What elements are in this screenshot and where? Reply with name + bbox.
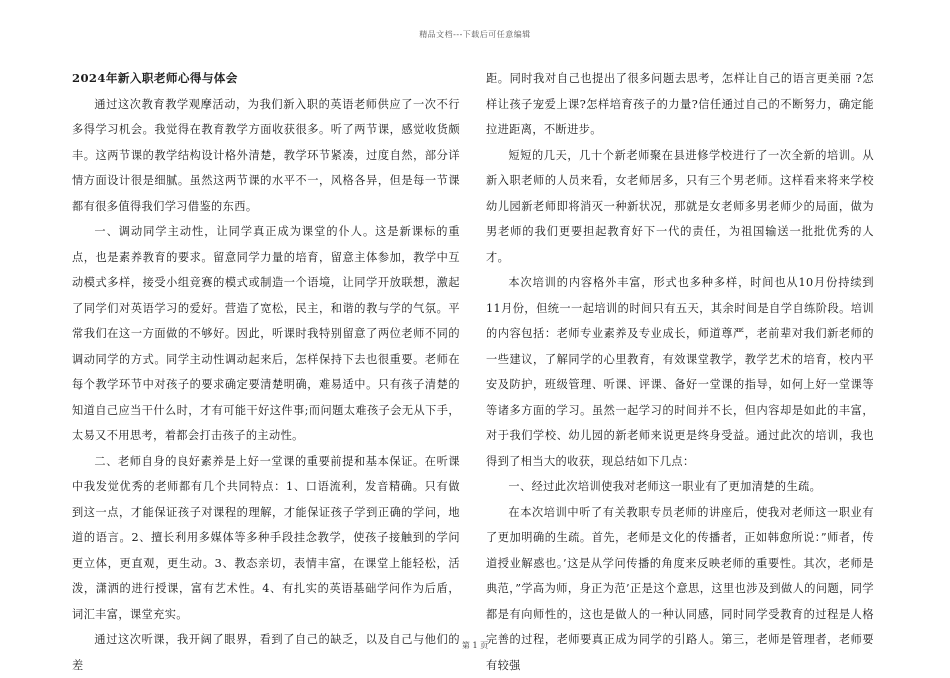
page-number: 第 1 页	[0, 640, 950, 651]
paragraph: 二、老师自身的良好素养是上好一堂课的重要前提和基本保证。在听课中我发觉优秀的老师都有几个共同特点：1、口语流利，发音精确。只有做到这一点，才能保证孩子对课程的理解，才能保证孩子学到正确的学问，地道的语言。2、擅长利用多媒体等多种手段挂念教学，使孩子接触到的学问更立体，更直观，更生动。3、教态亲切，表情丰富，在课堂上能轻松，活泼，潇洒的进行授课，富有艺术性。4、有扎实的英语基础学问作为后盾，词汇丰富，课堂充实。	[72, 449, 460, 628]
paragraph: 本次培训的内容格外丰富，形式也多种多样，时间也从10月份持续到11月份，但统一一起培训的时间只有五天，其余时间是自学自练阶段。培训的内容包括：老师专业素养及专业成长，师道尊严，老前辈对我们新老师的一些建议，了解同学的心里教育，有效课堂教学，教学艺术的培育，校内平安及防护，班级管理、听课、评课、备好一堂课的指导，如何上好一堂课等等诸多方面的学习。虽然一起学习的时间并不长，但内容却是如此的丰富，对于我们学校、幼儿园的新老师来说更是终身受益。通过此次的培训，我也得到了相当大的收获，现总结如下几点：	[486, 270, 874, 474]
paragraph: 通过这次教育教学观摩活动，为我们新入职的英语老师供应了一次不行多得学习机会。我觉得在教育教学方面收获很多。听了两节课，感觉收货颇丰。这两节课的教学结构设计格外清楚，教学环节紧凑，过度自然，部分详情方面设计很是细腻。虽然这两节课的水平不一，风格各异，但是每一节课都有很多值得我们学习借鉴的东西。	[72, 92, 460, 220]
paragraph: 通过这次听课，我开阔了眼界，看到了自己的缺乏，以及自己与他们的差	[72, 627, 460, 678]
page-header: 精品文档---下载后可任意编辑	[0, 29, 950, 40]
paragraph: 在本次培训中听了有关教职专员老师的讲座后，使我对老师这一职业有了更加明确的生疏。首先，老师是文化的传播者，正如韩愈所说：”师者，传道授业解惑也。’这是从学问传播的角度来反映老师的重要性。其次，老师是典范，”学高为师，身正为范’正是这个意思，这里也涉及到做人的问题，同学都是有向师性的，这也是做人的一种认同感，同时同学受教育的过程是人格完善的过程，老师要真正成为同学的引路人。第三，老师是管理者，老师要有较强	[486, 500, 874, 678]
paragraph: 短短的几天，几十个新老师聚在县进修学校进行了一次全新的培训。从新入职老师的人员来看，女老师居多，只有三个男老师。这样看来将来学校幼儿园新老师即将消灭一种新状况，那就是女老师多男老师少的局面，做为男老师的我们更要担起教育好下一代的责任，为祖国输送一批批优秀的人才。	[486, 143, 874, 271]
document-title: 2024年新入职老师心得与体会	[72, 66, 460, 92]
paragraph: 一、调动同学主动性，让同学真正成为课堂的仆人。这是新课标的重点，也是素养教育的要求。留意同学力量的培育，留意主体参加，教学中互动模式多样，接受小组竞赛的模式或制造一个语境，让同学开放联想，激起了同学们对英语学习的爱好。营造了宽松，民主，和谐的教与学的气氛。平常我们在这一方面做的不够好。因此，听课时我特别留意了两位老师不同的调动同学的方式。同学主动性调动起来后，怎样保持下去也很重要。老师在每个教学环节中对孩子的要求确定要清楚明确，难易适中。只有孩子清楚的知道自己应当干什么时，才有可能干好这件事;而问题太难孩子会无从下手，太易又不用思考，着都会打击孩子的主动性。	[72, 219, 460, 449]
document-page	[72, 66, 884, 612]
right-column	[486, 66, 874, 678]
paragraph: 一、经过此次培训使我对老师这一职业有了更加清楚的生疏。	[486, 474, 874, 500]
left-column	[72, 66, 460, 678]
paragraph: 距。同时我对自己也提出了很多问题去思考，怎样让自己的语言更美丽 ?怎样让孩子宠爱上课?怎样培育孩子的力量?信任通过自己的不断努力，确定能拉进距离，不断进步。	[486, 66, 874, 143]
